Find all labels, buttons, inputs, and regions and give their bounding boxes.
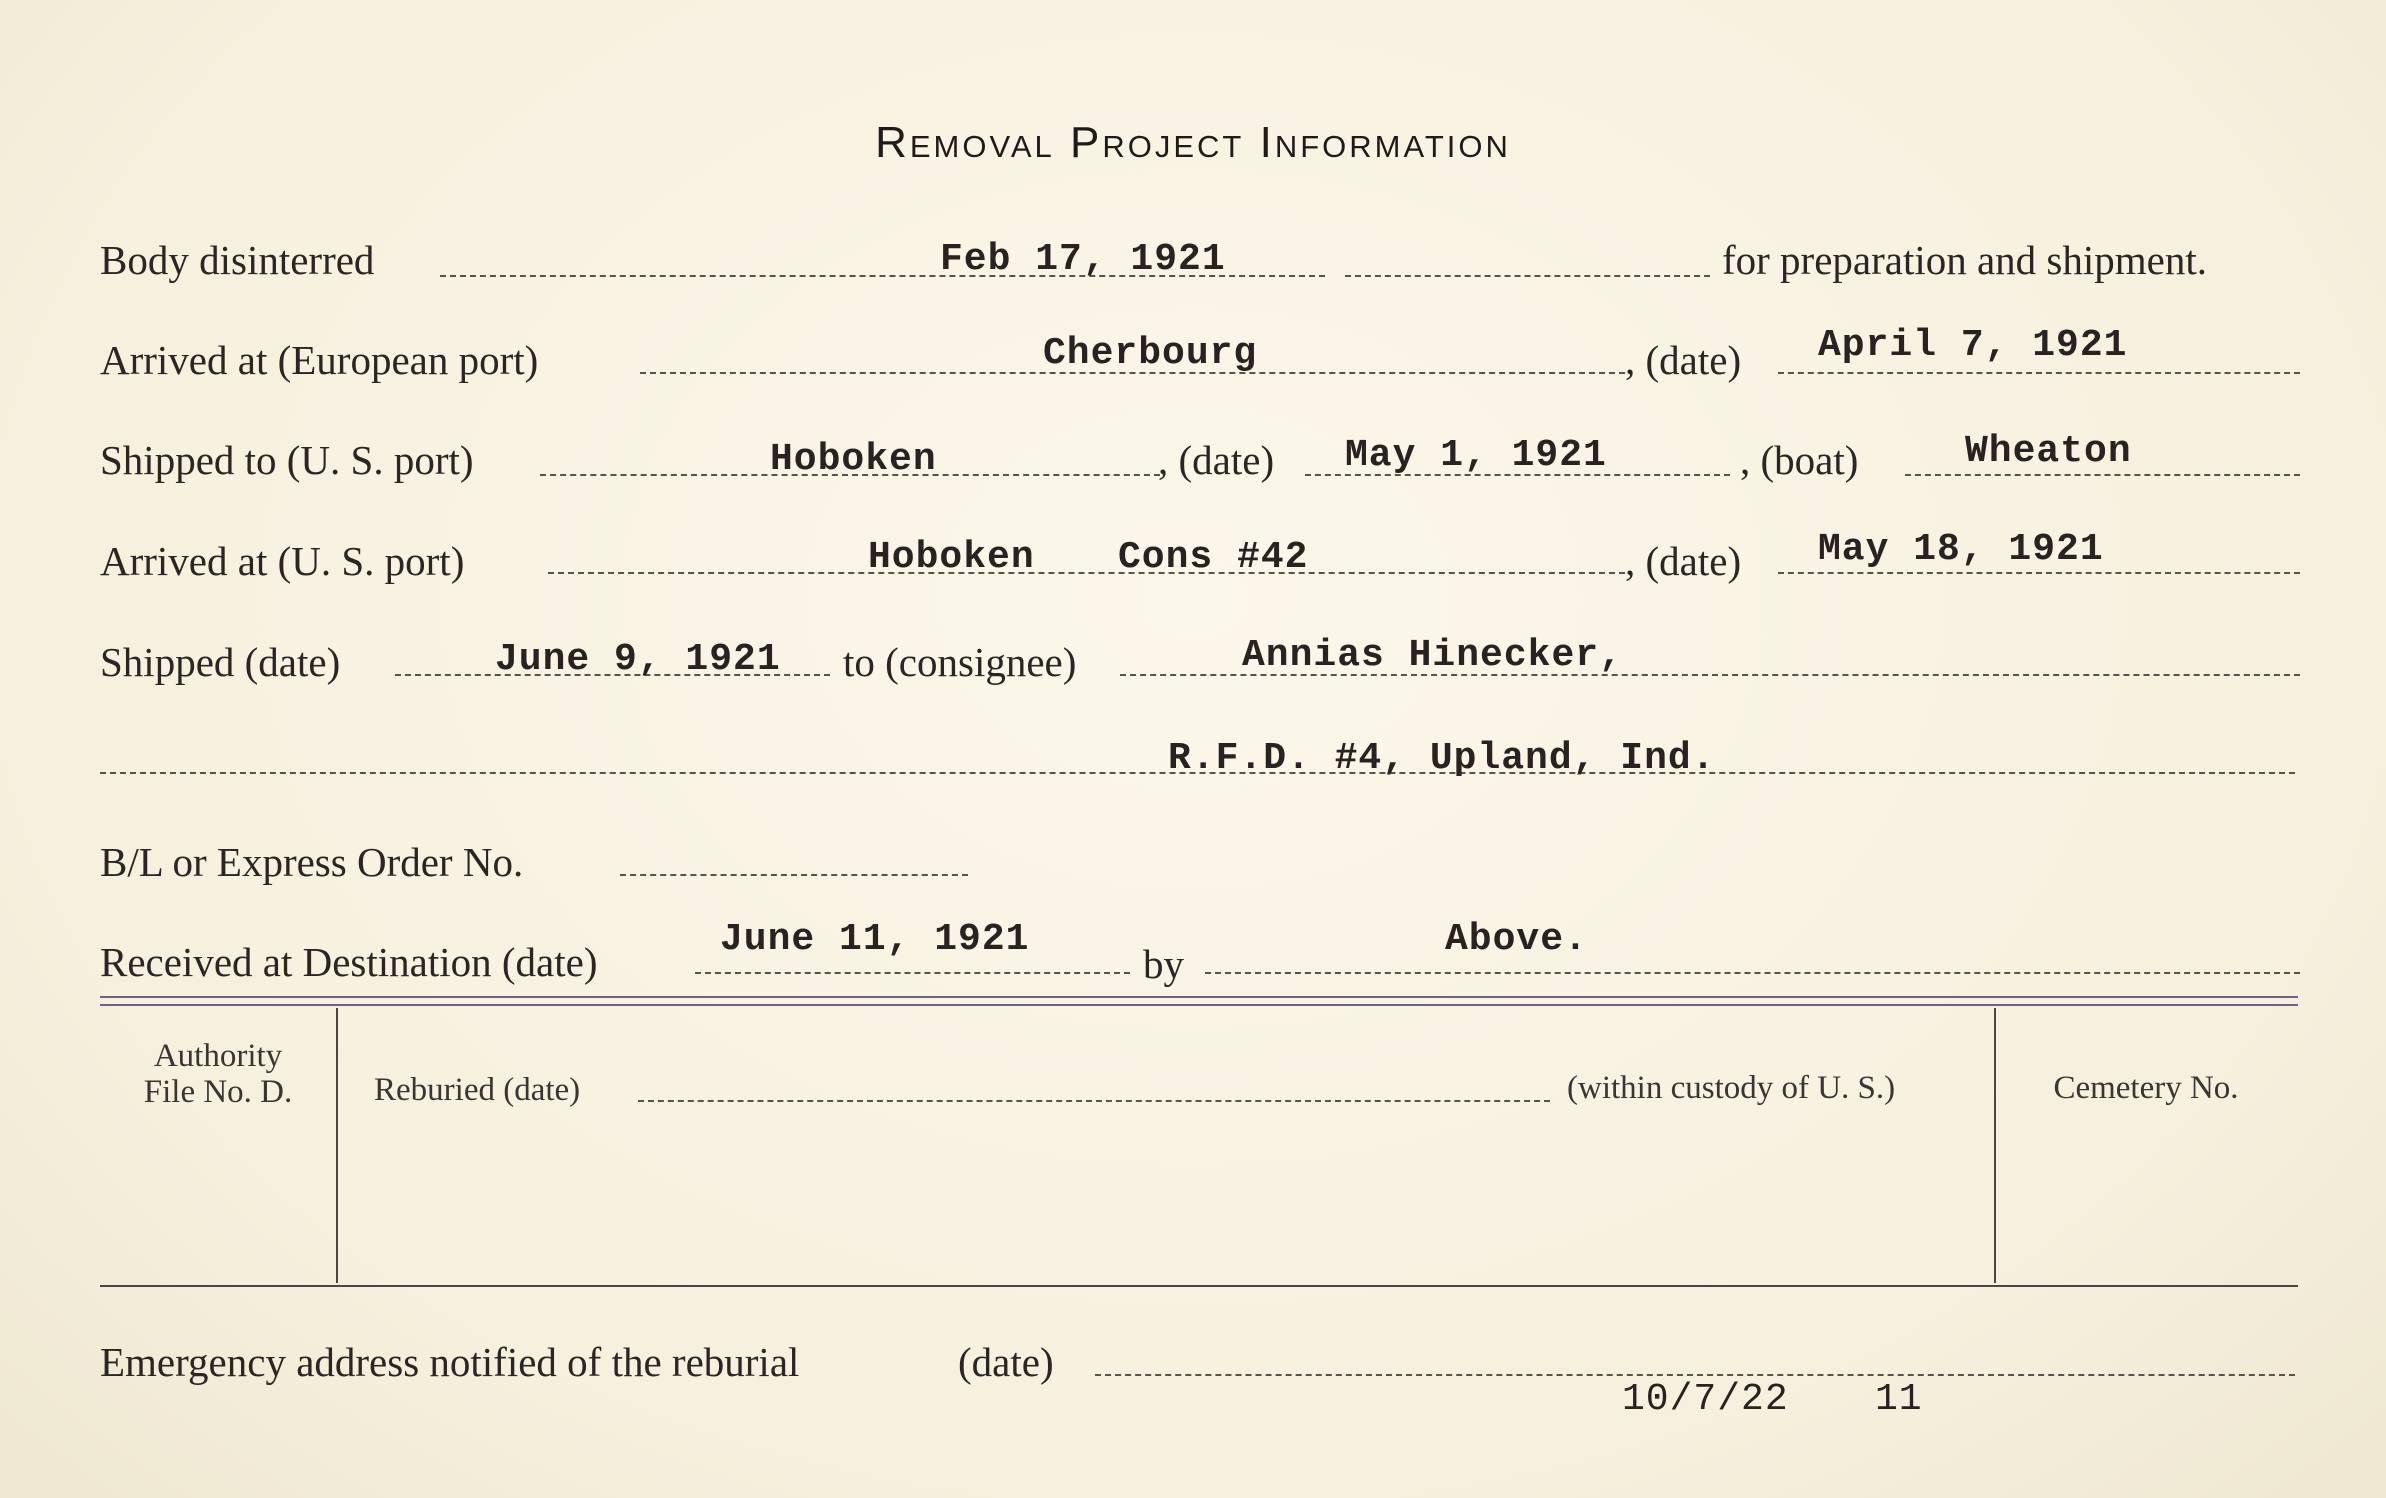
cemetery-label: Cemetery No.	[2053, 1070, 2239, 1106]
reburied-line	[638, 1100, 1550, 1102]
us-date-value: May 18, 1921	[1818, 528, 2104, 571]
received-by-label: by	[1143, 941, 1184, 987]
received-by-line	[1205, 972, 2300, 974]
shipped-date: June 9, 1921	[495, 638, 781, 681]
shipped-to-date-label: , (date)	[1158, 437, 1275, 483]
bl-line	[620, 874, 968, 876]
us-port-value: Hoboken	[868, 536, 1035, 579]
received-date: June 11, 1921	[720, 918, 1030, 961]
euro-date-line	[1778, 372, 2300, 374]
emergency-line	[1095, 1374, 2295, 1376]
disinterred-suffix: for preparation and shipment.	[1722, 237, 2208, 283]
received-date-line	[695, 972, 1130, 974]
emergency-initials: 11	[1875, 1378, 1923, 1421]
shipped-label: Shipped (date)	[100, 639, 341, 685]
emergency-date: 10/7/22	[1622, 1378, 1789, 1421]
table-bottom-rule	[100, 1285, 2298, 1287]
disinterred-date: Feb 17, 1921	[940, 238, 1226, 281]
disinterred-line-2	[1345, 275, 1710, 277]
us-date-line	[1778, 572, 2300, 574]
bl-label: B/L or Express Order No.	[100, 839, 524, 885]
authority-label-2: File No. D.	[143, 1074, 293, 1110]
shipped-to-port: Hoboken	[770, 438, 937, 481]
consignee-value: Annias Hinecker,	[1242, 634, 1623, 677]
euro-date-label: , (date)	[1625, 337, 1742, 383]
double-rule-bottom	[100, 1004, 2298, 1006]
boat-value: Wheaton	[1965, 430, 2132, 473]
us-port-cons: Cons #42	[1118, 536, 1309, 579]
us-port-label: Arrived at (U. S. port)	[100, 538, 465, 584]
consignee-label: to (consignee)	[843, 639, 1077, 685]
euro-port-label: Arrived at (European port)	[100, 337, 539, 383]
double-rule-top	[100, 996, 2298, 998]
received-by: Above.	[1445, 918, 1588, 961]
boat-line	[1905, 474, 2300, 476]
received-label: Received at Destination (date)	[100, 939, 598, 985]
us-date-label: , (date)	[1625, 538, 1742, 584]
reburied-label: Reburied (date)	[374, 1072, 581, 1108]
authority-label-1: Authority	[153, 1038, 283, 1074]
boat-label: , (boat)	[1740, 437, 1859, 483]
emergency-date-label: (date)	[958, 1339, 1054, 1385]
table-divider-left	[336, 1008, 338, 1283]
euro-date-value: April 7, 1921	[1818, 324, 2128, 367]
emergency-label: Emergency address notified of the reburial	[100, 1339, 800, 1385]
euro-port-value: Cherbourg	[1043, 332, 1258, 375]
disinterred-label: Body disinterred	[100, 237, 375, 283]
consignee-address: R.F.D. #4, Upland, Ind.	[1168, 737, 1716, 780]
us-port-line	[548, 572, 1625, 574]
card-title: Removal Project Information	[875, 118, 1511, 167]
shipped-to-date: May 1, 1921	[1345, 434, 1607, 477]
custody-label: (within custody of U. S.)	[1567, 1070, 1896, 1106]
shipped-to-label: Shipped to (U. S. port)	[100, 437, 474, 483]
table-divider-right	[1994, 1008, 1996, 1283]
